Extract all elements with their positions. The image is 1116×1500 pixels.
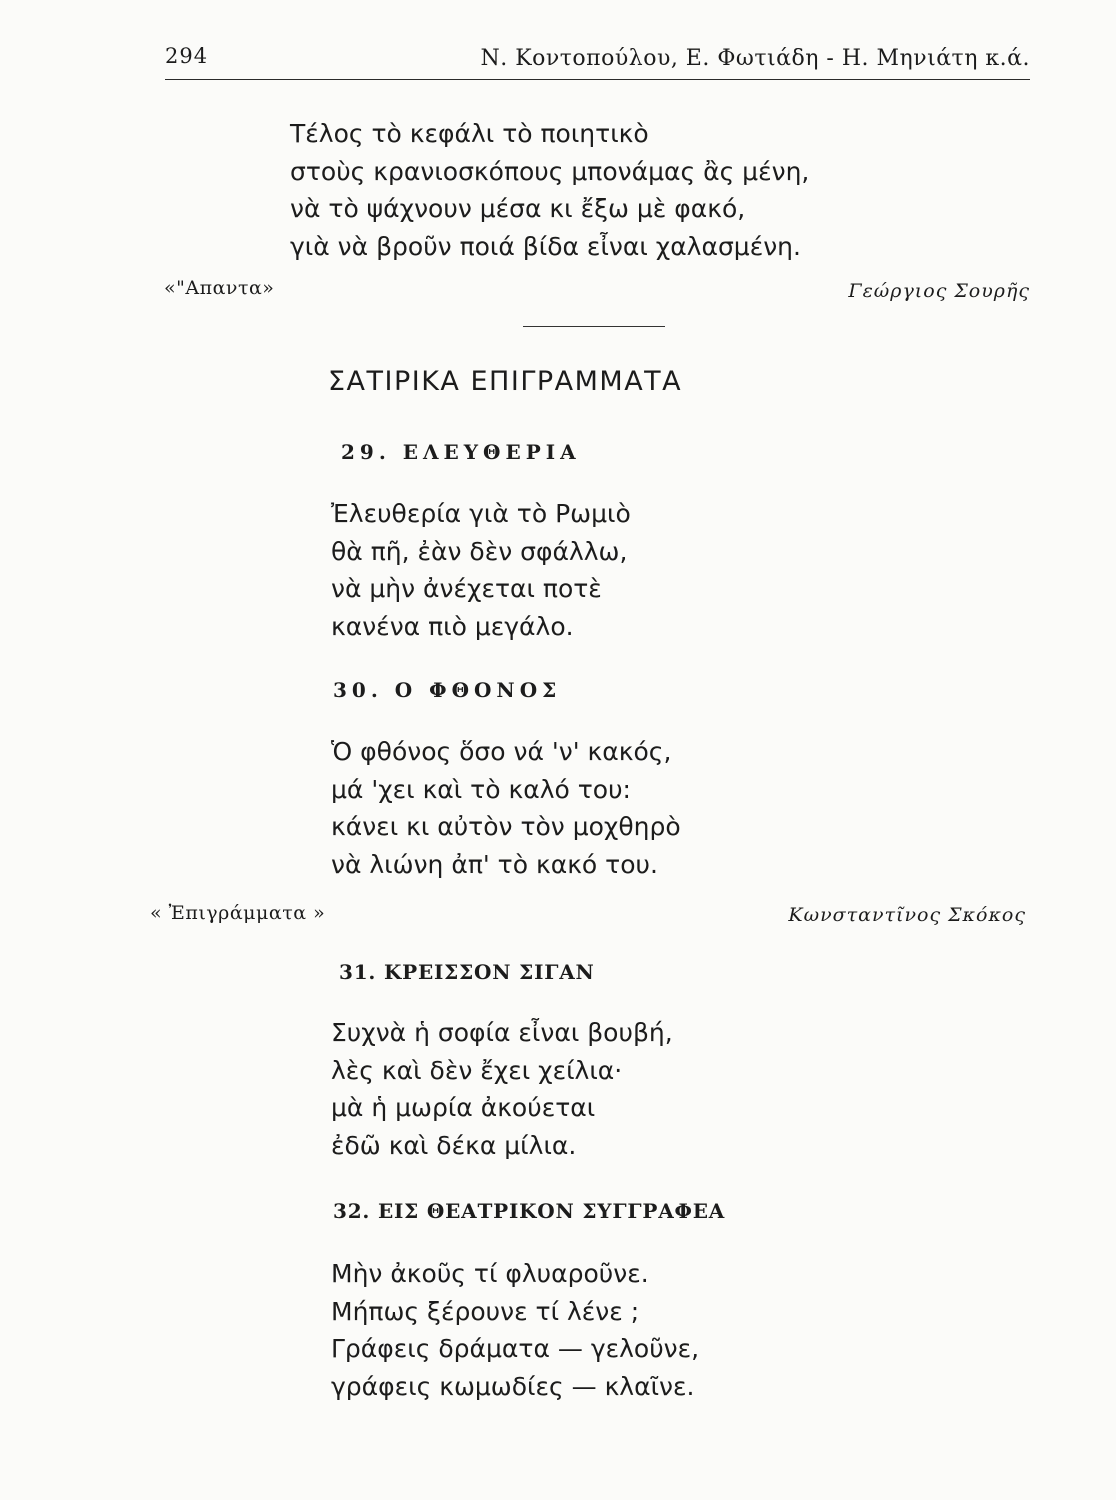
verse-line: ἐδῶ καὶ δέκα μίλια.	[331, 1130, 577, 1160]
poem-stanza	[331, 1255, 699, 1405]
author-name: Κωνσταντῖνος Σκόκος	[788, 904, 1026, 926]
verse-line: μά 'χει καὶ τὸ καλό του:	[331, 774, 631, 804]
header-rule	[165, 79, 1030, 80]
verse-line: στοὺς κρανιοσκόπους μπονάμας ἂς μένη,	[290, 156, 810, 186]
running-head: Ν. Κοντοπούλου, Ε. Φωτιάδη - Η. Μηνιάτη κ.ά.	[480, 46, 1030, 71]
section-title: ΣΑΤΙΡΙΚΑ ΕΠΙΓΡΑΜΜΑΤΑ	[328, 366, 683, 397]
verse-line: νὰ τὸ ψάχνουν μέσα κι ἔξω μὲ φακό,	[290, 194, 746, 223]
verse-line: λὲς καὶ δὲν ἔχει χείλια·	[331, 1055, 623, 1085]
source-citation: « Ἐπιγράμματα »	[150, 902, 326, 924]
verse-line: Μὴν ἀκοῦς τί φλυαροῦνε.	[331, 1259, 649, 1288]
verse-line: Ὁ φθόνος ὅσο νά 'ν' κακός,	[331, 737, 672, 766]
verse-line: Ἐλευθερία γιὰ τὸ Ρωμιὸ	[331, 499, 631, 528]
poem-stanza	[331, 495, 631, 645]
verse-line: Συχνὰ ἡ σοφία εἶναι βουβή,	[331, 1018, 673, 1047]
previous-poem-stanza	[290, 115, 809, 265]
section-divider	[523, 326, 665, 327]
verse-line: μὰ ἡ μωρία ἀκούεται	[331, 1093, 596, 1122]
verse-line: Γράφεις δράματα — γελοῦνε,	[331, 1334, 700, 1363]
verse-line: Μήπως ξέρουνε τί λένε ;	[331, 1296, 640, 1326]
verse-line: Τέλος τὸ κεφάλι τὸ ποιητικὸ	[290, 119, 649, 148]
poem-title: 30. Ο ΦΘΟΝΟΣ	[333, 678, 562, 702]
poem-title: 29. ΕΛΕΥΘΕΡΙΑ	[341, 440, 581, 464]
verse-line: γράφεις κωμωδίες — κλαῖνε.	[331, 1371, 695, 1401]
verse-line: νὰ μὴν ἀνέχεται ποτὲ	[331, 574, 602, 603]
verse-line: γιὰ νὰ βροῦν ποιά βίδα εἶναι χαλασμένη.	[290, 231, 801, 261]
page-header	[165, 44, 1030, 84]
author-name: Γεώργιος Σουρῆς	[848, 280, 1030, 302]
page-number: 294	[165, 44, 209, 68]
poem-title: 31. ΚΡΕΙΣΣΟΝ ΣΙΓΑΝ	[339, 960, 595, 984]
poem-stanza	[331, 733, 681, 883]
verse-line: νὰ λιώνη ἀπ' τὸ κακό του.	[331, 849, 658, 879]
verse-line: κάνει κι αὐτὸν τὸν μοχθηρὸ	[331, 812, 681, 841]
verse-line: θὰ πῆ, ἐὰν δὲν σφάλλω,	[331, 536, 628, 566]
source-citation: «"Απαντα»	[164, 277, 275, 299]
poem-title: 32. ΕΙΣ ΘΕΑΤΡΙΚΟΝ ΣΥΓΓΡΑΦΕΑ	[333, 1199, 726, 1223]
verse-line: κανένα πιὸ μεγάλο.	[331, 611, 574, 641]
poem-stanza	[331, 1014, 673, 1164]
